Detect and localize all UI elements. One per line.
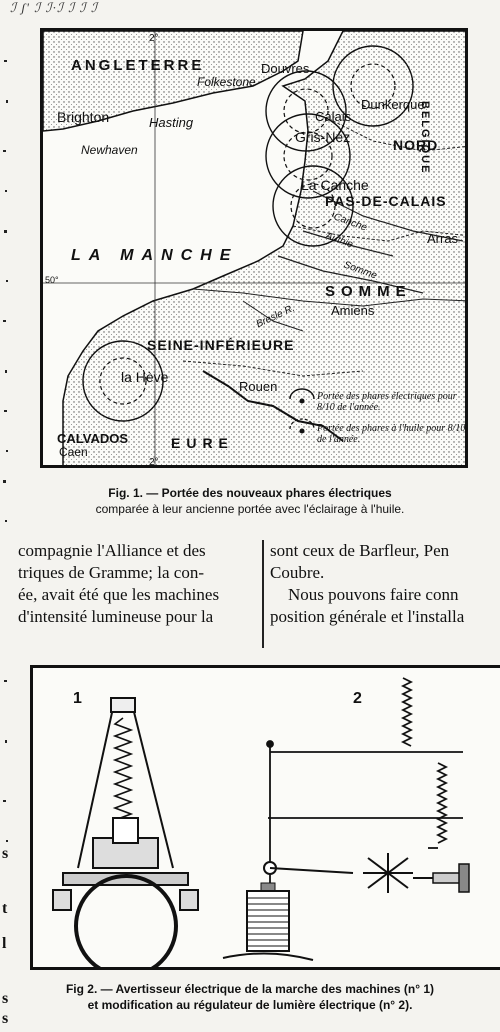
figure2-caption-line1: Fig 2. — Avertisseur électrique de la marche des machines (n° 1): [65, 982, 435, 996]
label-degree-bottom: 2°: [149, 457, 159, 468]
label-pas-de-calais: PAS-DE-CALAIS: [325, 193, 447, 209]
label-calais: Calais: [315, 109, 352, 124]
figure2-label-1: 1: [73, 690, 82, 707]
legend-electric: Portée des phares électriques pour 8/10 de l'année.: [317, 391, 457, 413]
figure1-caption-line2: comparée à leur ancienne portée avec l'éclairage à l'huile.: [95, 502, 405, 516]
left-line-3: ée, avait été que les machines: [18, 585, 220, 604]
label-belgique: BELGIQUE: [419, 101, 431, 175]
label-caen: Caen: [59, 445, 88, 459]
label-douvres: Douvres: [261, 61, 310, 76]
margin-letter-4: s: [2, 990, 9, 1007]
right-line-3: Nous pouvons faire conn: [288, 585, 459, 604]
right-line-1: sont ceux de Barfleur, Pen: [270, 541, 450, 560]
figure2-label-2: 2: [353, 690, 362, 707]
figure2-caption-line2: et modification au régulateur de lumière électrique (n° 2).: [87, 998, 413, 1012]
label-angleterre: ANGLETERRE: [71, 57, 205, 74]
label-bresle-river: Bresle R.: [254, 302, 297, 331]
label-authie-river: Authie: [323, 230, 355, 251]
right-line-4: position générale et l'installa: [270, 607, 465, 626]
margin-letter-5: s: [2, 1010, 9, 1027]
margin-letter-3: l: [2, 935, 7, 952]
label-folkestone: Folkestone: [197, 75, 256, 89]
label-hasting: Hasting: [149, 115, 194, 130]
legend-oil: Portée des phares à l'huile pour 8/10 de l'année.: [317, 423, 466, 445]
label-arras: Arras: [427, 231, 459, 246]
left-line-1: compagnie l'Alliance et des: [18, 541, 206, 560]
left-margin-fragment: [0, 40, 14, 1030]
label-degree-top: 2°: [149, 33, 159, 44]
map-figure-1: [40, 28, 468, 468]
figure-2-frame: [30, 665, 500, 970]
figure1-caption-line1: Fig. 1. — Portée des nouveaux phares électriques: [108, 486, 392, 500]
margin-letter-2: t: [2, 900, 8, 917]
label-somme-river: Somme: [342, 259, 379, 282]
left-column: [18, 540, 258, 628]
right-column: [270, 540, 500, 628]
label-newhaven: Newhaven: [81, 143, 138, 157]
page-header-fragment: ℐ ʃ' ℐ ℐ·ℐ ℐ ℐ ℐ: [10, 0, 99, 15]
label-eure: EURE: [171, 435, 234, 451]
left-line-4: d'intensité lumineuse pour la: [18, 607, 214, 626]
left-line-2: triques de Gramme; la con-: [18, 563, 204, 582]
label-canche-river: Canche: [332, 211, 369, 234]
label-calvados: CALVADOS: [57, 431, 129, 446]
label-degree-left: 50°: [45, 275, 59, 285]
label-brighton: Brighton: [57, 109, 110, 125]
label-rouen: Rouen: [239, 379, 278, 394]
label-somme-dept: SOMME: [325, 283, 412, 300]
label-seine-inferieure: SEINE-INFÉRIEURE: [147, 337, 295, 353]
margin-letter-1: s: [2, 845, 9, 862]
label-nord: NORD: [393, 137, 439, 153]
label-la-canche: La Canche: [301, 177, 369, 193]
label-la-manche: LA MANCHE: [71, 247, 239, 264]
label-amiens: Amiens: [331, 303, 375, 318]
label-dunkerque: Dunkerque: [361, 97, 425, 112]
right-line-2: Coubre.: [270, 563, 325, 582]
column-rule: [262, 540, 264, 648]
label-la-heve: la Hève: [121, 369, 169, 385]
figure2-drawing: [33, 668, 500, 970]
label-gris-nez: Gris-Nez: [295, 129, 351, 145]
